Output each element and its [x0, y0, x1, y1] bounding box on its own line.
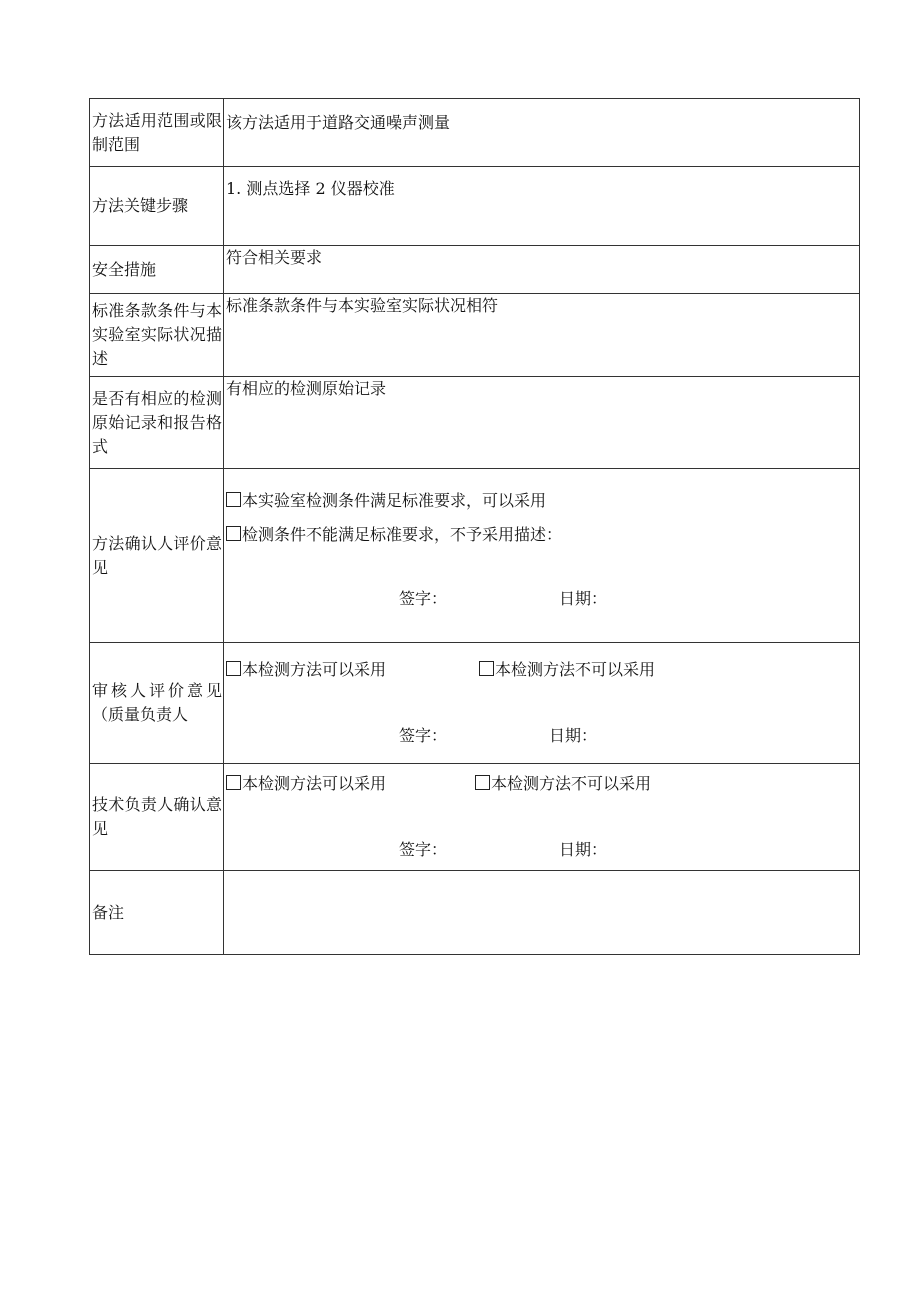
- tech-lead-sign-label: 签字：: [399, 840, 448, 859]
- reviewer-option-accept[interactable]: 本检测方法可以采用: [226, 658, 386, 682]
- label-records: 是否有相应的检测原始记录和报告格式: [90, 377, 224, 469]
- row-records: [90, 377, 860, 469]
- row-evaluator: [90, 469, 860, 643]
- evaluator-option-reject[interactable]: 检测条件不能满足标准要求，不予采用描述：: [226, 523, 562, 547]
- content-conditions[interactable]: [224, 294, 860, 377]
- label-evaluator: 方法确认人评价意见: [90, 469, 224, 643]
- evaluator-sign-label: 签字：: [399, 589, 448, 608]
- tech-lead-option-accept[interactable]: 本检测方法可以采用: [226, 772, 386, 796]
- evaluator-date-label: 日期：: [559, 589, 608, 608]
- label-safety: 安全措施: [90, 246, 224, 294]
- row-safety: [90, 246, 860, 294]
- label-key-steps: 方法关键步骤: [90, 167, 224, 246]
- content-remarks[interactable]: [224, 871, 860, 955]
- content-records[interactable]: [224, 377, 860, 469]
- checkbox-icon[interactable]: [226, 526, 241, 541]
- checkbox-icon[interactable]: [226, 661, 241, 676]
- reviewer-date-label: 日期：: [549, 726, 598, 745]
- reviewer-option-reject[interactable]: 本检测方法不可以采用: [479, 658, 655, 682]
- label-remarks: 备注: [90, 871, 224, 955]
- checkbox-icon[interactable]: [475, 775, 490, 790]
- records-text: 有相应的检测原始记录: [226, 379, 387, 398]
- content-tech-lead: [224, 764, 860, 871]
- method-confirmation-form: [89, 98, 860, 955]
- tech-lead-date-label: 日期：: [559, 840, 608, 859]
- checkbox-icon[interactable]: [226, 775, 241, 790]
- scope-text: 该方法适用于道路交通噪声测量: [226, 113, 451, 132]
- label-tech-lead: 技术负责人确认意见: [90, 764, 224, 871]
- checkbox-icon[interactable]: [479, 661, 494, 676]
- reviewer-sign-label: 签字：: [399, 726, 448, 745]
- evaluator-option-accept[interactable]: 本实验室检测条件满足标准要求，可以采用: [226, 489, 546, 513]
- row-remarks: [90, 871, 860, 955]
- row-tech-lead: [90, 764, 860, 871]
- key-steps-text: 1. 测点选择 2 仪器校准: [226, 179, 395, 198]
- row-scope: [90, 99, 860, 167]
- label-reviewer: 审核人评价意见（质量负责人: [90, 643, 224, 764]
- label-scope: 方法适用范围或限制范围: [90, 99, 224, 167]
- tech-lead-option-reject[interactable]: 本检测方法不可以采用: [475, 772, 651, 796]
- row-key-steps: [90, 167, 860, 246]
- row-reviewer: [90, 643, 860, 764]
- content-key-steps[interactable]: [224, 167, 860, 246]
- content-evaluator: [224, 469, 860, 643]
- safety-text: 符合相关要求: [226, 248, 323, 267]
- content-safety[interactable]: [224, 246, 860, 294]
- conditions-text: 标准条款条件与本实验室实际状况相符: [226, 296, 499, 315]
- content-scope[interactable]: [224, 99, 860, 167]
- checkbox-icon[interactable]: [226, 492, 241, 507]
- content-reviewer: [224, 643, 860, 764]
- label-conditions: 标准条款条件与本实验室实际状况描述: [90, 294, 224, 377]
- row-conditions: [90, 294, 860, 377]
